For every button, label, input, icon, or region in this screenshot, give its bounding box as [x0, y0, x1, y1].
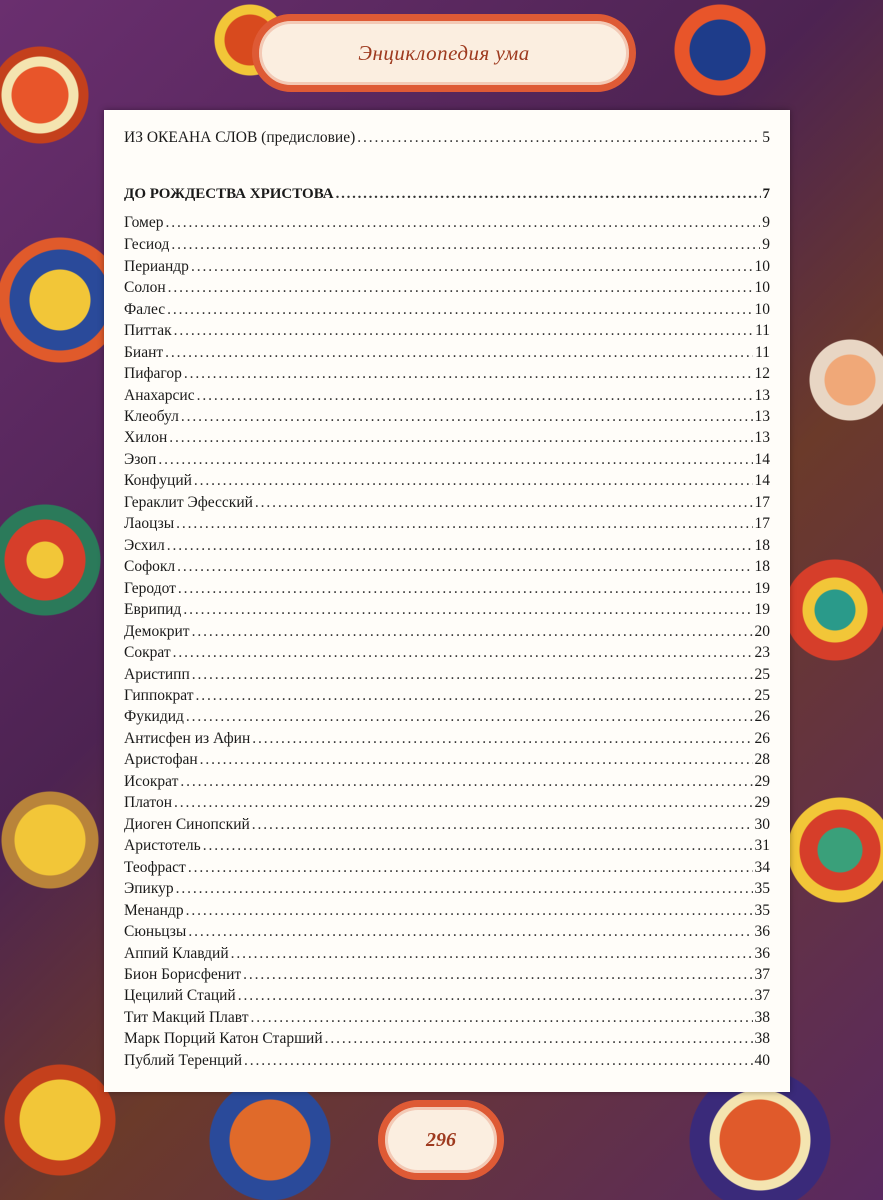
toc-entry-page: 35 — [754, 880, 770, 897]
toc-section-heading[interactable] — [124, 183, 770, 205]
toc-entry-title: Лаоцзы — [124, 515, 175, 532]
dot-leader — [357, 127, 760, 149]
toc-entry-page: 29 — [754, 773, 770, 790]
toc-entry-title: Фукидид — [124, 708, 184, 725]
dot-leader — [200, 749, 753, 771]
toc-entry-page: 12 — [754, 365, 770, 382]
toc-entry-page: 11 — [755, 322, 770, 339]
toc-entry-title: Геродот — [124, 580, 176, 597]
toc-entry-page: 10 — [754, 301, 770, 318]
toc-entry[interactable] — [124, 385, 770, 407]
toc-entry[interactable] — [124, 277, 770, 299]
toc-entry[interactable] — [124, 449, 770, 471]
toc-entry-title: Марк Порций Катон Старший — [124, 1030, 323, 1047]
toc-entry-page: 37 — [754, 966, 770, 983]
dot-leader — [197, 385, 753, 407]
toc-entry-page: 34 — [754, 859, 770, 876]
toc-entry-title: Клеобул — [124, 408, 179, 425]
dot-leader — [255, 492, 753, 514]
dot-leader — [168, 277, 753, 299]
dot-leader — [192, 664, 753, 686]
toc-entry-title: Солон — [124, 279, 166, 296]
dot-leader — [252, 728, 752, 750]
toc-entry-title: Биант — [124, 344, 164, 361]
toc-entry[interactable] — [124, 749, 770, 771]
toc-entry-page: 17 — [754, 494, 770, 511]
dot-leader — [174, 320, 753, 342]
toc-entry-title: Софокл — [124, 558, 176, 575]
toc-entry-title: Анахарсис — [124, 387, 195, 404]
toc-entry-page: 31 — [754, 837, 770, 854]
dot-leader — [181, 406, 753, 428]
dot-leader — [231, 943, 753, 965]
toc-entry[interactable] — [124, 212, 770, 234]
toc-entry[interactable] — [124, 556, 770, 578]
toc-entry-page: 25 — [754, 666, 770, 683]
toc-entry-title: Антисфен из Афин — [124, 730, 251, 747]
dot-leader — [186, 900, 753, 922]
header-plate — [252, 14, 636, 92]
toc-entry[interactable] — [124, 1028, 770, 1050]
toc-entry[interactable] — [124, 427, 770, 449]
toc-entry-page: 30 — [754, 816, 770, 833]
dot-leader — [244, 1050, 752, 1072]
toc-entry-title: Пифагор — [124, 365, 182, 382]
toc-entry-page: 17 — [754, 515, 770, 532]
toc-entry[interactable] — [124, 599, 770, 621]
toc-entry-title: Гиппократ — [124, 687, 194, 704]
toc-entry[interactable] — [124, 771, 770, 793]
toc-entry-page: 9 — [762, 214, 770, 231]
dot-leader — [176, 513, 752, 535]
toc-entry-title: Эзоп — [124, 451, 157, 468]
toc-entry[interactable] — [124, 320, 770, 342]
toc-entry[interactable] — [124, 535, 770, 557]
dot-leader — [184, 363, 753, 385]
toc-entry-title: ИЗ ОКЕАНА СЛОВ (предисловие) — [124, 129, 356, 146]
toc-entry-page: 23 — [754, 644, 770, 661]
toc-entry-title: Эпикур — [124, 880, 174, 897]
dot-leader — [186, 706, 753, 728]
toc-entry-page: 18 — [754, 537, 770, 554]
dot-leader — [165, 342, 753, 364]
toc-entry-page: 9 — [762, 236, 770, 253]
toc-entry-title: Еврипид — [124, 601, 182, 618]
toc-entry-title: Менандр — [124, 902, 184, 919]
dot-leader — [158, 449, 752, 471]
toc-entry-title: Диоген Синопский — [124, 816, 250, 833]
toc-entry-title: Теофраст — [124, 859, 186, 876]
toc-entry[interactable] — [124, 406, 770, 428]
toc-entry[interactable] — [124, 1050, 770, 1072]
toc-entry[interactable] — [124, 943, 770, 965]
dot-leader — [177, 556, 752, 578]
toc-entry[interactable] — [124, 621, 770, 643]
toc-entry-page: 13 — [754, 387, 770, 404]
toc-entry-page: 40 — [754, 1052, 770, 1069]
toc-entry-title: Исократ — [124, 773, 179, 790]
toc-entry[interactable] — [124, 814, 770, 836]
toc-entry[interactable] — [124, 964, 770, 986]
toc-entry-title: Гераклит Эфесский — [124, 494, 253, 511]
toc-entry-page: 19 — [754, 580, 770, 597]
dot-leader — [251, 1007, 753, 1029]
toc-entry-page: 25 — [754, 687, 770, 704]
toc-entry[interactable] — [124, 857, 770, 879]
page-number-plate — [378, 1100, 504, 1180]
dot-leader — [173, 642, 753, 664]
dot-leader — [183, 599, 752, 621]
toc-entry[interactable] — [124, 728, 770, 750]
toc-entry-title: Фалес — [124, 301, 166, 318]
toc-entry-page: 37 — [754, 987, 770, 1004]
toc-entry-title: Аристипп — [124, 666, 190, 683]
toc-entry-page: 38 — [754, 1009, 770, 1026]
toc-entry-title: Гомер — [124, 214, 164, 231]
dot-leader — [243, 964, 752, 986]
toc-entry[interactable] — [124, 706, 770, 728]
toc-entry[interactable] — [124, 492, 770, 514]
toc-entry-page: 36 — [754, 923, 770, 940]
toc-entry-title: Аппий Клавдий — [124, 945, 229, 962]
toc-entry-title: Аристофан — [124, 751, 198, 768]
toc-entry-page: 5 — [762, 129, 770, 146]
dot-leader — [238, 985, 753, 1007]
toc-entry-title: Периандр — [124, 258, 189, 275]
toc-entry[interactable] — [124, 299, 770, 321]
toc-entry-page: 7 — [762, 186, 770, 202]
book-title: Энциклопедия ума — [358, 40, 530, 65]
toc-entry[interactable] — [124, 685, 770, 707]
toc-entry-page: 10 — [754, 279, 770, 296]
toc-entry-title: Цецилий Стаций — [124, 987, 236, 1004]
toc-entry-page: 26 — [754, 708, 770, 725]
dot-leader — [194, 470, 753, 492]
dot-leader — [167, 299, 752, 321]
toc-entry[interactable] — [124, 900, 770, 922]
dot-leader — [166, 212, 761, 234]
dot-leader — [176, 878, 753, 900]
dot-leader — [325, 1028, 753, 1050]
toc-entry[interactable] — [124, 470, 770, 492]
toc-entry-title: Демокрит — [124, 623, 190, 640]
dot-leader — [336, 183, 761, 205]
toc-entry-page: 26 — [754, 730, 770, 747]
toc-entry[interactable] — [124, 256, 770, 278]
dot-leader — [180, 771, 752, 793]
dot-leader — [192, 621, 753, 643]
toc-entry-preface[interactable] — [124, 127, 770, 149]
toc-entry[interactable] — [124, 642, 770, 664]
dot-leader — [196, 685, 753, 707]
toc-entry-page: 36 — [754, 945, 770, 962]
dot-leader — [167, 535, 753, 557]
toc-entry[interactable] — [124, 513, 770, 535]
toc-entry-page: 13 — [754, 429, 770, 446]
toc-entry-title: Тит Макций Плавт — [124, 1009, 249, 1026]
toc-entry[interactable] — [124, 578, 770, 600]
dot-leader — [171, 234, 760, 256]
toc-entry-title: Бион Борисфенит — [124, 966, 242, 983]
toc-section-title: ДО РОЖДЕСТВА ХРИСТОВА — [124, 186, 334, 202]
toc-entry[interactable] — [124, 342, 770, 364]
toc-entry[interactable] — [124, 234, 770, 256]
toc-entry-page: 18 — [754, 558, 770, 575]
toc-entry-title: Хилон — [124, 429, 168, 446]
dot-leader — [188, 921, 752, 943]
toc-entry-page: 14 — [754, 472, 770, 489]
dot-leader — [169, 427, 752, 449]
dot-leader — [252, 814, 753, 836]
toc-entry-title: Конфуций — [124, 472, 192, 489]
dot-leader — [191, 256, 753, 278]
toc-entry-title: Сократ — [124, 644, 171, 661]
toc-entry[interactable] — [124, 792, 770, 814]
dot-leader — [203, 835, 753, 857]
toc-entry-page: 35 — [754, 902, 770, 919]
dot-leader — [174, 792, 752, 814]
page-number: 296 — [426, 1128, 456, 1151]
toc-entry-title: Эсхил — [124, 537, 165, 554]
toc-entry[interactable] — [124, 921, 770, 943]
toc-entry-page: 13 — [754, 408, 770, 425]
toc-entry-page: 10 — [754, 258, 770, 275]
dot-leader — [178, 578, 753, 600]
toc-entry-title: Гесиод — [124, 236, 170, 253]
toc-entry[interactable] — [124, 835, 770, 857]
toc-entry[interactable] — [124, 1007, 770, 1029]
toc-entry[interactable] — [124, 878, 770, 900]
toc-entry-page: 38 — [754, 1030, 770, 1047]
dot-leader — [188, 857, 753, 879]
toc-entry-title: Публий Теренций — [124, 1052, 243, 1069]
toc-entry[interactable] — [124, 664, 770, 686]
toc-entry-title: Аристотель — [124, 837, 201, 854]
toc-entry-page: 28 — [754, 751, 770, 768]
toc-entry-page: 20 — [754, 623, 770, 640]
toc-entry[interactable] — [124, 985, 770, 1007]
toc-entry-title: Питтак — [124, 322, 172, 339]
toc-entry[interactable] — [124, 363, 770, 385]
toc-entry-title: Платон — [124, 794, 173, 811]
toc-panel — [104, 110, 790, 1092]
toc-entry-page: 11 — [755, 344, 770, 361]
toc-entry-page: 19 — [754, 601, 770, 618]
toc-entry-title: Сюньцзы — [124, 923, 187, 940]
toc-entry-page: 14 — [754, 451, 770, 468]
toc-entry-page: 29 — [754, 794, 770, 811]
